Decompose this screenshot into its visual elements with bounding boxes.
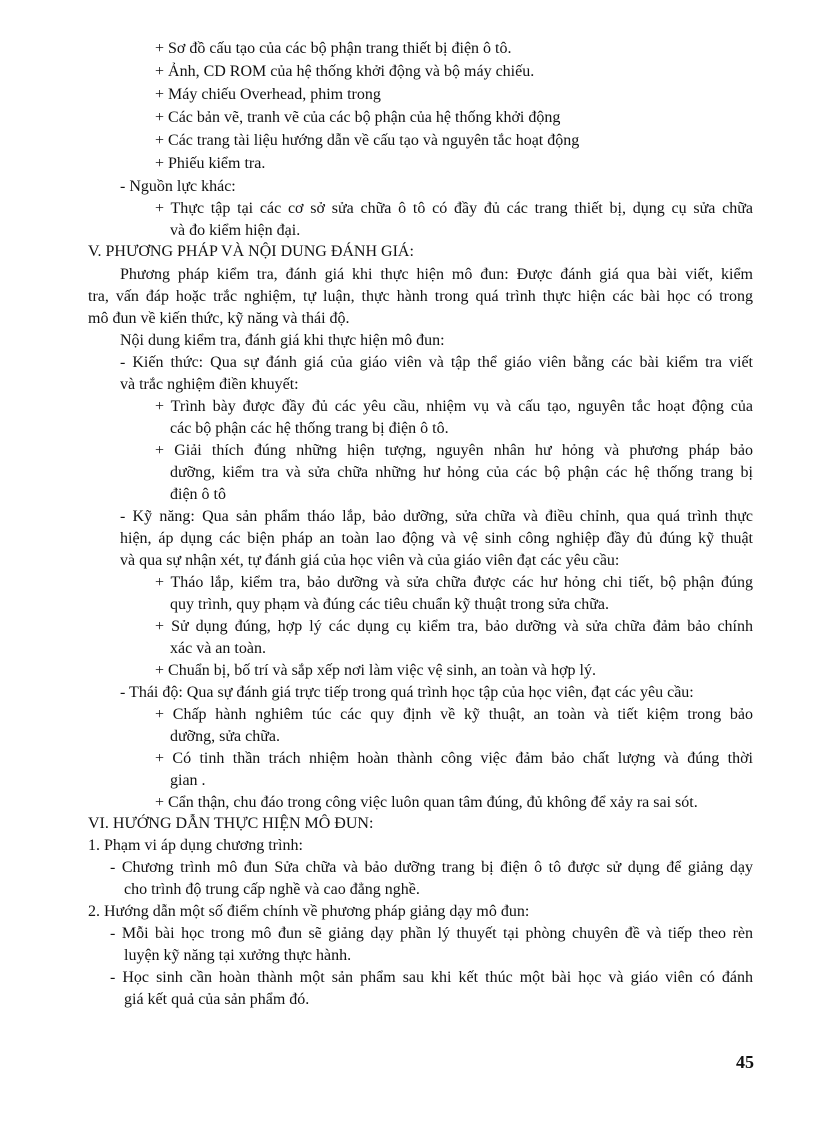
text-line: + Chấp hành nghiêm túc các quy định về kỹ thuật, an toàn và tiết kiệm trong bảo [155,706,753,723]
subsection-heading: 2. Hướng dẫn một số điểm chính về phương pháp giảng dạy mô đun: [88,903,530,920]
text-line: và đo kiểm hiện đại. [170,222,301,239]
page-number: 45 [736,1052,754,1072]
text-line: và qua sự nhận xét, tự đánh giá của học viên và của giáo viên đạt các yêu cầu: [120,552,620,569]
text-line: dưỡng, sửa chữa. [170,728,281,745]
text-line: + Giải thích đúng những hiện tượng, nguyên nhân hư hỏng và phương pháp bảo [155,442,753,459]
text-line: + Có tinh thần trách nhiệm hoàn thành công việc đảm bảo chất lượng và đúng thời [155,750,753,767]
text-line: + Cẩn thận, chu đáo trong công việc luôn quan tâm đúng, đủ không để xảy ra sai sót. [155,794,698,811]
text-line: + Tháo lắp, kiểm tra, bảo dưỡng và sửa chữa được các hư hỏng chi tiết, bộ phận đúng [155,574,753,591]
section-heading: V. PHƯƠNG PHÁP VÀ NỘI DUNG ĐÁNH GIÁ: [88,243,414,260]
text-line: + Sử dụng đúng, hợp lý các dụng cụ kiểm tra, bảo dưỡng và sửa chữa đảm bảo chính [155,618,753,635]
text-line: - Mỗi bài học trong mô đun sẽ giảng dạy phần lý thuyết tại phòng chuyên đề và tiếp theo rèn [110,925,753,942]
text-line: + Sơ đồ cấu tạo của các bộ phận trang thiết bị điện ô tô. [155,40,512,57]
text-line: - Thái độ: Qua sự đánh giá trực tiếp trong quá trình học tập của học viên, đạt các yêu cầu: [120,684,694,701]
text-line: tra, vấn đáp hoặc trắc nghiệm, tự luận, thực hành trong quá trình thực hiện các bài học có trong [88,288,753,305]
text-line: Phương pháp kiểm tra, đánh giá khi thực hiện mô đun: Được đánh giá qua bài viết, kiểm [120,266,753,283]
text-line: + Phiếu kiểm tra. [155,155,266,172]
text-line: điện ô tô [170,486,226,503]
text-line: các bộ phận các hệ thống trang bị điện ô tô. [170,420,449,437]
text-line: dưỡng, kiểm tra và sửa chữa những hư hỏng của các bộ phận các hệ thống trang bị [170,464,753,481]
text-line: cho trình độ trung cấp nghề và cao đẳng nghề. [124,881,420,898]
text-line: mô đun về kiến thức, kỹ năng và thái độ. [88,310,350,327]
subsection-heading: 1. Phạm vi áp dụng chương trình: [88,837,303,854]
text-line: - Chương trình mô đun Sửa chữa và bảo dưỡng trang bị điện ô tô được sử dụng để giảng dạy [110,859,753,876]
section-heading: VI. HƯỚNG DẪN THỰC HIỆN MÔ ĐUN: [88,815,374,832]
text-line: - Nguồn lực khác: [120,178,236,195]
text-line: + Các bản vẽ, tranh vẽ của các bộ phận của hệ thống khởi động [155,109,561,126]
text-line: gian . [170,772,206,789]
text-line: luyện kỹ năng tại xưởng thực hành. [124,947,352,964]
text-line: giá kết quả của sản phẩm đó. [124,991,310,1008]
text-line: + Các trang tài liệu hướng dẫn về cấu tạo và nguyên tắc hoạt động [155,132,580,149]
text-line: hiện, áp dụng các biện pháp an toàn lao động và vệ sinh công nghiệp đầy đủ đúng kỹ thuật [120,530,753,547]
text-line: + Máy chiếu Overhead, phim trong [155,86,381,103]
text-line: quy trình, quy phạm và đúng các tiêu chuẩn kỹ thuật trong sửa chữa. [170,596,610,613]
text-line: Nội dung kiểm tra, đánh giá khi thực hiện mô đun: [120,332,445,349]
text-line: và trắc nghiệm điền khuyết: [120,376,299,393]
text-line: + Trình bày được đầy đủ các yêu cầu, nhiệm vụ và cấu tạo, nguyên tắc hoạt động của [155,398,753,415]
text-line: xác và an toàn. [170,640,266,657]
text-line: + Thực tập tại các cơ sở sửa chữa ô tô có đầy đủ các trang thiết bị, dụng cụ sửa chữa [155,200,753,217]
text-line: - Kỹ năng: Qua sản phẩm tháo lắp, bảo dưỡng, sửa chữa và điều chỉnh, qua quá trình thực [120,508,753,525]
text-line: - Học sinh cần hoàn thành một sản phẩm sau khi kết thúc một bài học và giáo viên có đánh [110,969,753,986]
text-line: + Ảnh, CD ROM của hệ thống khởi động và bộ máy chiếu. [155,63,535,80]
text-line: + Chuẩn bị, bố trí và sắp xếp nơi làm việc vệ sinh, an toàn và hợp lý. [155,662,596,679]
text-line: - Kiến thức: Qua sự đánh giá của giáo viên và tập thể giáo viên bằng các bài kiểm tra viết [120,354,753,371]
